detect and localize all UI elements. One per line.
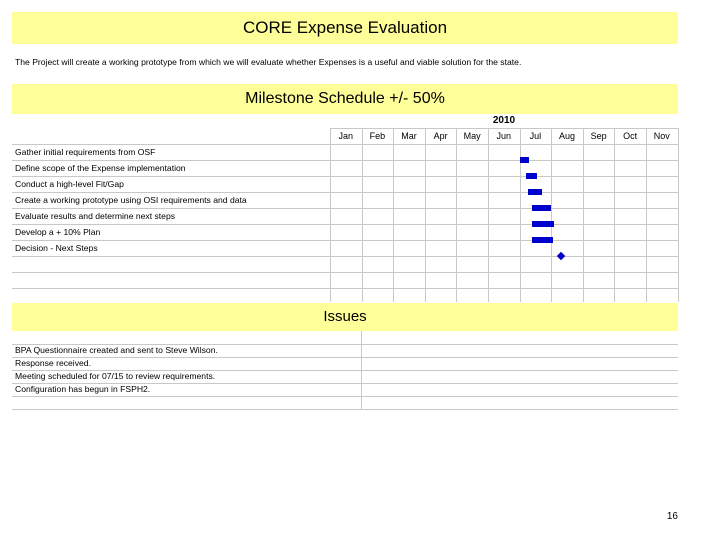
- issue-item: BPA Questionnaire created and sent to Steve Wilson.: [15, 345, 218, 355]
- task-label: Develop a + 10% Plan: [15, 227, 101, 237]
- month-header: Nov: [653, 131, 670, 141]
- task-bar: [528, 189, 542, 195]
- project-description: The Project will create a working prototype from which we will evaluate whether Expenses is a useful and viable solution for the state.: [15, 57, 522, 67]
- month-header: Mar: [401, 131, 417, 141]
- task-label: Create a working prototype using OSI requirements and data: [15, 195, 247, 205]
- month-header: Feb: [369, 131, 386, 141]
- grid-line: [330, 128, 678, 129]
- page-title: CORE Expense Evaluation: [12, 12, 678, 44]
- grid-line: [456, 128, 457, 302]
- grid-line: [614, 128, 615, 302]
- grid-line: [583, 128, 584, 302]
- grid-line: [12, 344, 678, 345]
- page-number: 16: [666, 511, 678, 522]
- schedule-year: 2010: [492, 115, 516, 126]
- grid-line: [12, 409, 678, 410]
- month-header: Oct: [623, 131, 638, 141]
- task-bar: [526, 173, 537, 179]
- grid-line: [551, 128, 552, 302]
- grid-line: [12, 357, 678, 358]
- task-bar: [532, 205, 551, 211]
- grid-line: [361, 331, 362, 409]
- milestone-heading: Milestone Schedule +/- 50%: [12, 84, 678, 114]
- grid-line: [12, 272, 678, 273]
- grid-line: [12, 370, 678, 371]
- task-label: Conduct a high-level Fit/Gap: [15, 179, 124, 189]
- grid-line: [12, 224, 678, 225]
- task-label: Define scope of the Expense implementation: [15, 163, 186, 173]
- grid-line: [12, 396, 678, 397]
- month-header: Jan: [338, 131, 354, 141]
- grid-line: [488, 128, 489, 302]
- month-header: Sep: [590, 131, 607, 141]
- month-header: Jul: [529, 131, 542, 141]
- grid-line: [362, 128, 363, 302]
- grid-line: [646, 128, 647, 302]
- task-bar: [532, 221, 554, 227]
- milestone-diamond: [556, 252, 564, 260]
- month-header: Aug: [558, 131, 575, 141]
- month-header: May: [463, 131, 481, 141]
- issue-item: Response received.: [15, 358, 91, 368]
- grid-line: [12, 383, 678, 384]
- task-label: Decision - Next Steps: [15, 243, 98, 253]
- issues-heading: Issues: [12, 303, 678, 331]
- grid-line: [12, 288, 678, 289]
- grid-line: [678, 128, 679, 302]
- month-header: Jun: [496, 131, 512, 141]
- task-bar: [532, 237, 553, 243]
- grid-line: [425, 128, 426, 302]
- grid-line: [330, 128, 331, 302]
- task-label: Evaluate results and determine next steps: [15, 211, 176, 221]
- grid-line: [12, 256, 678, 257]
- task-label: Gather initial requirements from OSF: [15, 147, 156, 157]
- month-header: Apr: [433, 131, 448, 141]
- task-bar: [520, 157, 529, 163]
- grid-line: [12, 240, 678, 241]
- grid-line: [393, 128, 394, 302]
- issue-item: Configuration has begun in FSPH2.: [15, 384, 151, 394]
- issue-item: Meeting scheduled for 07/15 to review requirements.: [15, 371, 216, 381]
- grid-line: [520, 128, 521, 302]
